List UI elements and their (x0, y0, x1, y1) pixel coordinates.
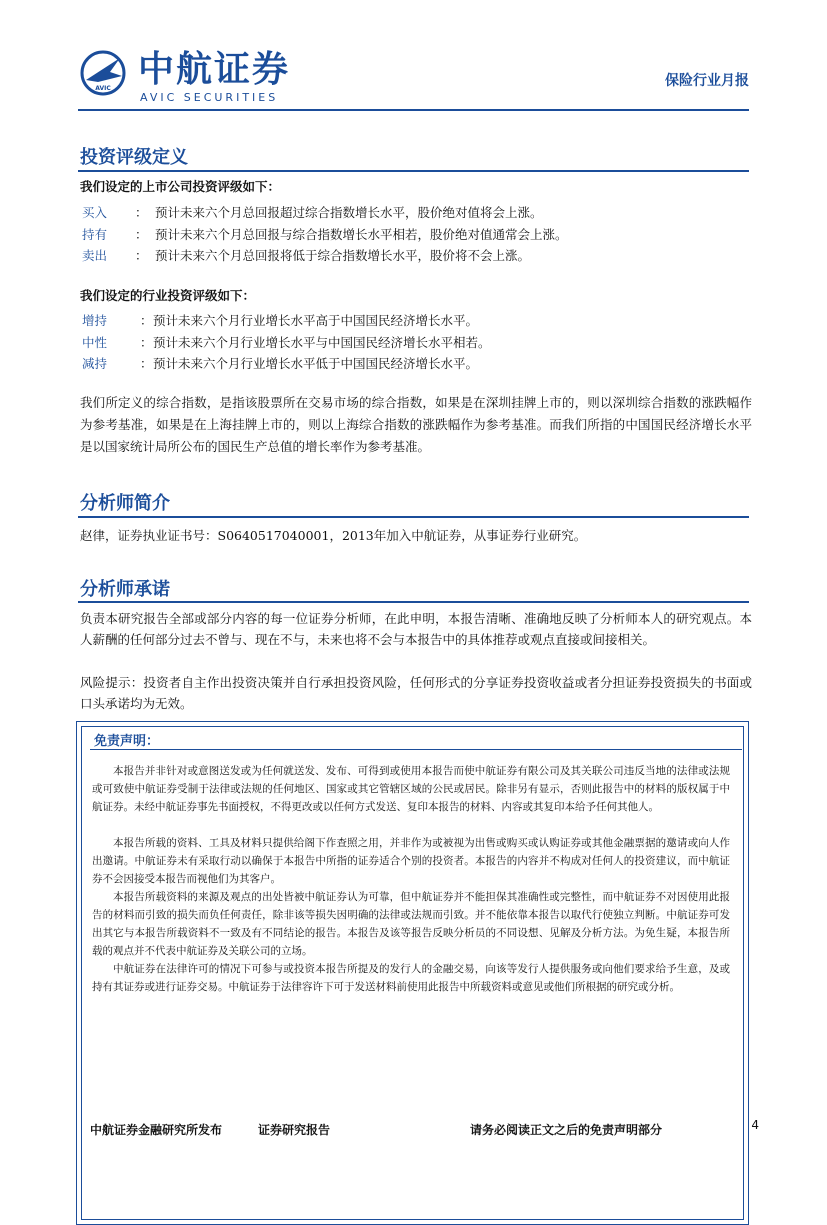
disclaimer-paragraph: 中航证券在法律许可的情况下可参与或投资本报告所提及的发行人的金融交易，向该等发行人提供服务或向他们要求给予生意，及或持有其证券或进行证券交易。中航证券于法律容许下可于发送材料前使用此报告中所载资料或意见或他们所根据的研究或分析。 (92, 963, 730, 993)
logo-badge-text: AVIC (95, 85, 111, 92)
commitment-section-divider (78, 601, 749, 603)
company-rating-term: 持有 (82, 227, 108, 242)
disclaimer-paragraph: 本报告并非针对或意图送发或为任何就送发、发布、可得到或使用本报告而使中航证券有限公司及其关联公司违反当地的法律或法规或可致使中航证券受制于法律或法规的任何地区、国家或其它管辖区域的公民或居民。除非另有显示，否则此报告中的材料的版权属于中航证券。未经中航证券事先书面授权，不得更改或以任何方式发送、复印本报告的材料、内容或其复印本给予任何其他人。 (92, 765, 730, 813)
report-type-label: 保险行业月报 (665, 73, 749, 89)
header-divider (78, 109, 749, 111)
company-rating-desc: 预计未来六个月总回报将低于综合指数增长水平，股价将不会上涨。 (155, 248, 531, 263)
industry-rating-term: 增持 (82, 313, 108, 328)
industry-rating-desc: 预计未来六个月行业增长水平与中国国民经济增长水平相若。 (153, 335, 491, 350)
industry-rating-intro: 我们设定的行业投资评级如下： (80, 288, 256, 303)
page-number: 4 (751, 1118, 759, 1132)
rating-section-divider (78, 170, 749, 172)
industry-rating-colon: ： (140, 356, 153, 371)
company-rating-term: 买入 (82, 205, 108, 220)
company-rating-colon: ： (135, 248, 148, 263)
logo-chinese-name: 中航证券 (138, 49, 291, 90)
company-rating-desc: 预计未来六个月总回报超过综合指数增长水平，股价绝对值将会上涨。 (155, 205, 543, 220)
index-note-paragraph: 我们所定义的综合指数，是指该股票所在交易市场的综合指数，如果是在深圳挂牌上市的，则以深圳综合指数的涨跌幅作为参考基准，如果是在上海挂牌上市的，则以上海综合指数的涨跌幅作为参考基准。而我们所指的中国国民经济增长水平是以国家统计局所公布的国民生产总值的增长率作为参考基准。 (80, 395, 752, 454)
analyst-section-title: 分析师简介 (80, 493, 170, 514)
commitment-section-title: 分析师承诺 (80, 579, 170, 600)
commitment-statement: 负责本研究报告全部或部分内容的每一位证券分析师，在此申明，本报告清晰、准确地反映了分析师本人的研究观点。本人薪酬的任何部分过去不曾与、现在不与，未来也将不会与本报告中的具体推荐或观点直接或间接相关。 (80, 611, 752, 647)
analyst-section-divider (78, 516, 749, 518)
company-rating-colon: ： (135, 227, 148, 242)
company-rating-desc: 预计未来六个月总回报与综合指数增长水平相若，股价绝对值通常会上涨。 (155, 227, 568, 242)
company-rating-colon: ： (135, 205, 148, 220)
company-rating-intro: 我们设定的上市公司投资评级如下： (80, 179, 281, 194)
rating-section-title: 投资评级定义 (80, 147, 188, 168)
footer-report-kind: 证券研究报告 (258, 1123, 331, 1137)
industry-rating-desc: 预计未来六个月行业增长水平低于中国国民经济增长水平。 (153, 356, 479, 371)
footer-publisher: 中航证券金融研究所发布 (90, 1123, 223, 1137)
logo-emblem (80, 50, 126, 96)
industry-rating-desc: 预计未来六个月行业增长水平高于中国国民经济增长水平。 (153, 313, 479, 328)
logo-english-name: AVIC SECURITIES (140, 91, 279, 104)
industry-rating-term: 中性 (82, 335, 108, 350)
disclaimer-paragraph: 本报告所载的资料、工具及材料只提供给阁下作查照之用，并非作为或被视为出售或购买或认购证券或其他金融票据的邀请或向人作出邀请。中航证券未有采取行动以确保于本报告中所指的证券适合个别的投资者。本报告的内容并不构成对任何人的投资建议，而中航证券不会因接受本报告而视他们为其客户。 (92, 837, 730, 885)
footer-notice: 请务必阅读正文之后的免责声明部分 (470, 1123, 663, 1137)
industry-rating-term: 减持 (82, 356, 108, 371)
disclaimer-title-divider (90, 749, 742, 750)
disclaimer-title: 免责声明： (94, 734, 160, 749)
analyst-bio: 赵律，证券执业证书号：S0640517040001，2013年加入中航证券，从事证券行业研究。 (80, 528, 587, 543)
industry-rating-colon: ： (140, 313, 153, 328)
risk-tip: 风险提示：投资者自主作出投资决策并自行承担投资风险，任何形式的分享证券投资收益或者分担证券投资损失的书面或口头承诺均为无效。 (80, 675, 752, 711)
industry-rating-colon: ： (140, 335, 153, 350)
disclaimer-paragraph: 本报告所载资料的来源及观点的出处皆被中航证券认为可靠，但中航证券并不能担保其准确性或完整性，而中航证券不对因使用此报告的材料而引致的损失而负任何责任，除非该等损失因明确的法律或法规而引致。并不能依靠本报告以取代行使独立判断。中航证券可发出其它与本报告所载资料不一致及有不同结论的报告。本报告及该等报告反映分析员的不同设想、见解及分析方法。为免生疑，本报告所载的观点并不代表中航证券及关联公司的立场。 (92, 891, 730, 957)
company-rating-term: 卖出 (82, 248, 108, 263)
